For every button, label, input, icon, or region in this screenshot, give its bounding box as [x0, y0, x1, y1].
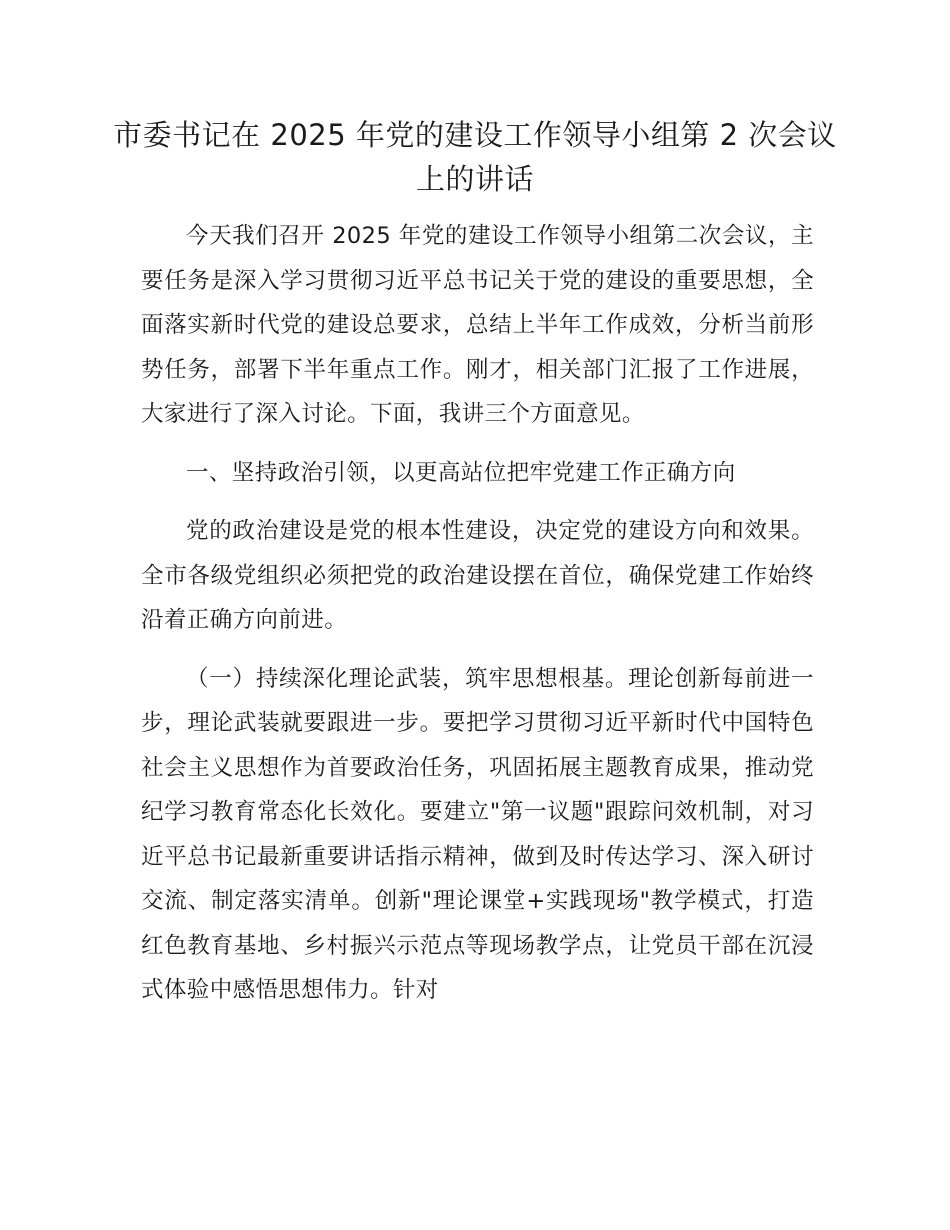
document-title: 市委书记在 2025 年党的建设工作领导小组第 2 次会议上的讲话 — [113, 118, 837, 196]
document-body — [141, 214, 814, 1013]
opening-paragraph: 今天我们召开 2025 年党的建设工作领导小组第二次会议，主要任务是深入学习贯彻习近平总书记关于党的建设的重要思想，全面落实新时代党的建设总要求，总结上半年工作成效，分析当前形势任务，部署下半年重点工作。刚才，相关部门汇报了工作进展，大家进行了深入讨论。下面，我讲三个方面意见。 — [141, 223, 814, 427]
section-heading-1: 一、坚持政治引领，以更高站位把牢党建工作正确方向 — [186, 459, 736, 486]
subsection-1-paragraph: （一）持续深化理论武装，筑牢思想根基。理论创新每前进一步，理论武装就要跟进一步。要把学习贯彻习近平新时代中国特色社会主义思想作为首要政治任务，巩固拓展主题教育成果，推动党纪学习教育常态化长效化。要建立"第一议题"跟踪问效机制，对习近平总书记最新重要讲话指示精神，做到及时传达学习、深入研讨交流、制定落实清单。创新"理论课堂+实践现场"教学模式，打造红色教育基地、乡村振兴示范点等现场教学点，让党员干部在沉浸式体验中感悟思想伟力。针对 — [141, 665, 814, 1003]
section-1-intro-paragraph: 党的政治建设是党的根本性建设，决定党的建设方向和效果。全市各级党组织必须把党的政治建设摆在首位，确保党建工作始终沿着正确方向前进。 — [141, 518, 814, 633]
